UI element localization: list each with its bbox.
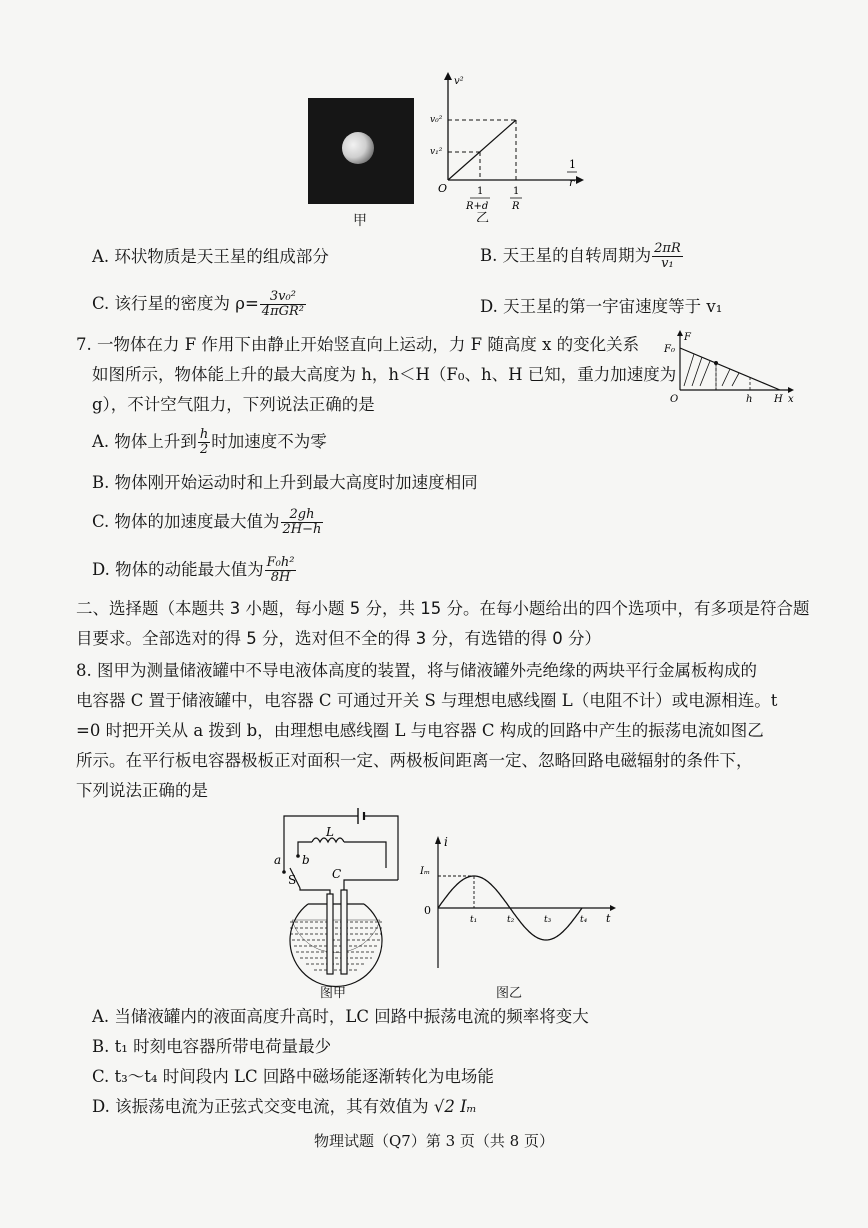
- q7-option-a: A. 物体上升到 $\frac{h}{2}$ 时加速度不为零: [92, 427, 327, 457]
- graph-f-label: F: [684, 332, 691, 343]
- graph-t2-label: t₂: [507, 915, 515, 925]
- q6-option-c-text: C. 该行星的密度为 ρ=: [92, 294, 259, 313]
- q8-option-b: B. t₁ 时刻电容器所带电荷量最少: [92, 1037, 332, 1056]
- q8-option-c: C. t₃～t₄ 时间段内 LC 回路中磁场能逐渐转化为电场能: [92, 1067, 494, 1086]
- graph-im-label: Iₘ: [420, 866, 431, 877]
- q8-stem-line2: 电容器 C 置于储液罐中，电容器 C 可通过开关 S 与理想电感线圈 L（电阻不计）或电源相连。t: [76, 691, 778, 710]
- graph-x-label: x: [788, 394, 794, 405]
- graph-f0-label: F₀: [664, 344, 675, 355]
- axis-y-label: v²: [454, 76, 464, 87]
- q8-stem-line3: =0 时把开关从 a 拨到 b，由理想电感线圈 L 与电容器 C 构成的回路中产生的振荡电流如图乙: [76, 721, 764, 740]
- q6-option-b-text: B. 天王星的自转周期为: [480, 246, 652, 265]
- graph-h-label: h: [746, 394, 753, 405]
- tick-x2-label: R: [512, 201, 520, 212]
- circuit-b-label: b: [302, 853, 310, 867]
- q8-option-a: A. 当储液罐内的液面高度升高时，LC 回路中振荡电流的频率将变大: [92, 1007, 589, 1026]
- figure-yi-caption: 图乙: [496, 986, 523, 1001]
- q7-option-c: C. 物体的加速度最大值为 $\frac{2gh}{2H-h}$: [92, 507, 322, 537]
- graph-i-label: i: [444, 835, 448, 849]
- axis-x-den: r: [569, 176, 575, 189]
- q6-option-b: [480, 242, 684, 271]
- graph-origin-label: 0: [424, 904, 431, 917]
- section2-heading-line1: 二、选择题（本题共 3 小题，每小题 5 分，共 15 分。在每小题给出的四个选项中，有多项是符合题: [76, 599, 810, 618]
- circuit-l-label: L: [326, 825, 334, 839]
- q7-stem-line2: 如图所示，物体能上升的最大高度为 h，h＜H（F₀、h、H 已知，重力加速度为: [92, 365, 677, 384]
- q7-stem-line3: g），不计空气阻力，下列说法正确的是: [92, 395, 375, 414]
- v2-vs-1r-graph: [428, 72, 588, 222]
- page-footer: 物理试题（Q7）第 3 页（共 8 页）: [313, 1132, 554, 1150]
- tick-y1-label: v₀²: [430, 115, 443, 125]
- q7-option-b: B. 物体刚开始运动时和上升到最大高度时加速度相同: [92, 473, 478, 492]
- graph-t3-label: t₃: [544, 915, 552, 925]
- section2-heading-line2: 目要求。全部选对的得 5 分，选对但不全的得 3 分，有选错的得 0 分）: [76, 629, 601, 648]
- graph-t-label: t: [606, 912, 611, 925]
- origin-label: O: [438, 182, 448, 195]
- moon-photo: [308, 98, 414, 204]
- q6-option-d: D. 天王星的第一宇宙速度等于 v₁: [480, 297, 723, 316]
- q8-stem-line1: 8. 图甲为测量储液罐中不导电液体高度的装置，将与储液罐外壳绝缘的两块平行金属板构成的: [76, 661, 757, 680]
- circuit-a-label: a: [274, 853, 282, 867]
- graph-o-label: O: [670, 394, 679, 405]
- q6-option-a: A. 环状物质是天王星的组成部分: [92, 247, 329, 266]
- figure-jia-caption: 图甲: [320, 986, 347, 1001]
- q7-stem-line1: 7. 一物体在力 F 作用下由静止开始竖直向上运动，力 F 随高度 x 的变化关系: [76, 335, 640, 354]
- lc-circuit-diagram: [268, 806, 408, 1002]
- q7-option-d: D. 物体的动能最大值为 $\frac{\text{F₀h²}}{8H}$: [92, 555, 295, 585]
- q6-option-b-frac: $\frac{2\pi R}{\text{v₁}}$: [654, 241, 681, 271]
- q8-option-d: D. 该振荡电流为正弦式交变电流，其有效值为 √2 Iₘ: [92, 1097, 477, 1116]
- circuit-s-label: S: [288, 873, 297, 887]
- current-time-graph: [418, 832, 628, 972]
- circuit-c-label: C: [332, 867, 342, 881]
- tick-x2-num: 1: [513, 186, 520, 197]
- q6-option-c-frac: $\frac{\text{3v₀²}}{\text{4πGR²}}$: [261, 289, 304, 319]
- tick-y2-label: v₁²: [430, 147, 443, 157]
- caption-jia: 甲: [353, 213, 367, 229]
- graph-bigh-label: H: [774, 394, 783, 405]
- caption-yi: 乙: [476, 211, 490, 222]
- planet-image: [342, 132, 374, 164]
- q8-stem-line4: 所示。在平行板电容器极板正对面积一定、两极板间距离一定、忽略回路电磁辐射的条件下，: [76, 751, 753, 770]
- graph-t1-label: t₁: [470, 915, 478, 925]
- tick-x1-label: R+d: [466, 201, 489, 212]
- q6-option-c: [92, 290, 307, 319]
- q8-stem-line5: 下列说法正确的是: [76, 781, 208, 800]
- tick-x1-num: 1: [477, 186, 484, 197]
- force-height-graph: [662, 328, 802, 408]
- axis-x-num: 1: [569, 158, 576, 171]
- graph-t4-label: t₄: [580, 915, 588, 925]
